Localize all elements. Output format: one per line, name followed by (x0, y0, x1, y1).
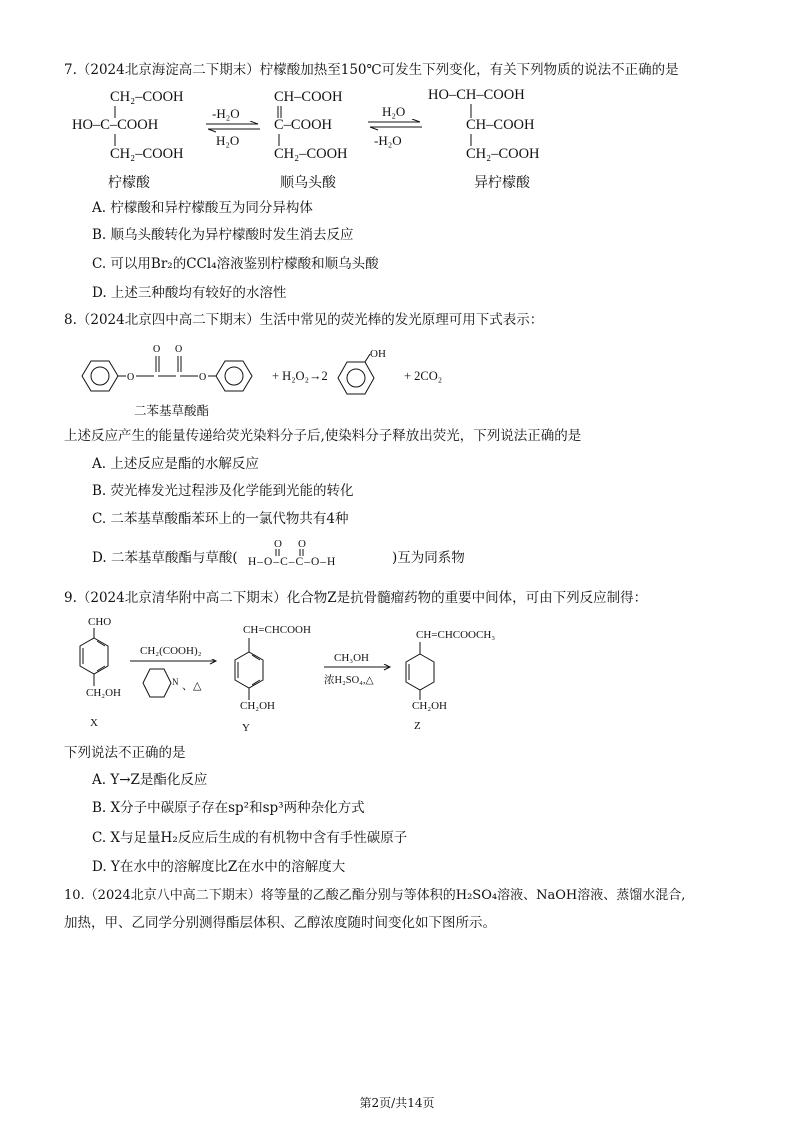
q7-option-c[interactable]: C. 可以用Br₂的CCl₄溶液鉴别柠檬酸和顺乌头酸 (92, 256, 379, 272)
citric-acid-name: 柠檬酸 (108, 175, 150, 191)
q7-option-d[interactable]: D. 上述三种酸均有较好的水溶性 (92, 285, 287, 301)
reagent-methanol: CH₃OH (334, 652, 370, 664)
citric-acid-bot: CH₂–COOH (110, 146, 184, 162)
y-top-label: CH=CHCOOH (243, 624, 311, 636)
oxalic-carbonyl-o-1: O (274, 538, 282, 550)
q8-option-d-prefix: D. 二苯基草酸酯与草酸( (92, 550, 238, 566)
arrow2-bottom-label: -H₂O (374, 133, 402, 148)
phenol-oh-label: OH (370, 348, 386, 360)
q8-option-b[interactable]: B. 荧光棒发光过程涉及化学能到光能的转化 (92, 483, 354, 499)
reagent-malonic-acid: CH₂(COOH)₂ (140, 645, 202, 657)
q8-option-c[interactable]: C. 二苯基草酸酯苯环上的一氯代物共有4种 (92, 511, 349, 527)
isocitric-acid-bonds (468, 102, 474, 148)
q10-stem-line2: 加热，甲、乙同学分别测得酯层体积、乙醇浓度随时间变化如下图所示。 (64, 915, 496, 931)
arrow1-bottom-label: H₂O (216, 133, 240, 148)
isocitric-acid-name: 异柠檬酸 (474, 175, 530, 191)
aconitic-acid-name: 顺乌头酸 (280, 175, 336, 191)
page-footer: 第2页/共14页 (359, 1096, 435, 1110)
arrow1-top-label: -H₂O (212, 106, 240, 121)
isocitric-acid-top: HO–CH–COOH (428, 87, 525, 103)
q9-stem2: 下列说法不正确的是 (64, 745, 186, 761)
y-label: Y (242, 722, 250, 734)
q7-option-a[interactable]: A. 柠檬酸和异柠檬酸互为同分异构体 (92, 200, 313, 216)
q9-option-b[interactable]: B. X分子中碳原子存在sp²和sp³两种杂化方式 (92, 800, 365, 816)
isocitric-acid-mid: CH–COOH (466, 117, 535, 133)
reagent1-condition: 、△ (182, 680, 202, 692)
q9-stem: 9.（2024北京清华附中高二下期末）化合物Z是抗骨髓瘤药物的重要中间体，可由下列反应制得： (64, 590, 648, 606)
ester-o-2: O (199, 372, 207, 383)
q8-stem: 8.（2024北京四中高二下期末）生活中常见的荧光棒的发光原理可用下式表示： (64, 312, 544, 328)
isocitric-acid-bot: CH₂–COOH (466, 146, 540, 162)
q8-option-a[interactable]: A. 上述反应是酯的水解反应 (92, 456, 259, 472)
z-label: Z (414, 720, 421, 732)
oxalic-acid-formula: H–O–C–C–O–H (248, 556, 337, 568)
q8-option-d-suffix: )互为同系物 (392, 550, 465, 566)
x-cho-label: CHO (88, 616, 112, 628)
reaction-co2: + 2CO₂ (404, 369, 443, 383)
aconitic-acid-top: CH–COOH (274, 89, 343, 105)
x-benzene-ring (72, 626, 116, 696)
citric-acid-mid: HO–C–COOH (72, 117, 159, 133)
q7-option-b[interactable]: B. 顺乌头酸转化为异柠檬酸时发生消去反应 (92, 227, 354, 243)
x-label: X (90, 717, 98, 729)
ester-o-1: O (127, 372, 135, 383)
z-ch2oh-label: CH₂OH (412, 700, 448, 712)
y-ch2oh-label: CH₂OH (240, 700, 276, 712)
z-top-label: CH=CHCOOCH₃ (416, 629, 496, 641)
q9-option-d[interactable]: D. Y在水中的溶解度比Z在水中的溶解度大 (92, 859, 346, 875)
citric-acid-bonds (112, 104, 118, 148)
reaction-plus-h2o2: + H₂O₂→2 (272, 369, 328, 383)
aconitic-acid-mid: C–COOH (274, 117, 333, 133)
oxalic-carbonyl-o-2: O (298, 538, 306, 550)
reagent-sulfuric-acid: 浓H₂SO₄,△ (324, 675, 374, 686)
diphenyl-oxalate-structure (70, 340, 270, 404)
q9-option-c[interactable]: C. X与足量H₂反应后生成的有机物中含有手性碳原子 (92, 830, 408, 846)
equilibrium-arrow-1 (204, 121, 262, 133)
x-ch2oh-label: CH₂OH (86, 687, 122, 699)
arrow2-top-label: H₂O (382, 104, 406, 119)
q8-stem2: 上述反应产生的能量传递给荧光染料分子后,使染料分子释放出荧光，下列说法正确的是 (64, 428, 582, 444)
ester-carbonyl-o-1: O (153, 344, 161, 355)
ester-carbonyl-o-2: O (175, 344, 183, 355)
piperidine-n: N (172, 677, 179, 687)
arrow-y-to-z (322, 664, 394, 672)
diphenyl-oxalate-name: 二苯基草酸酯 (134, 403, 210, 418)
aconitic-acid-bot: CH₂–COOH (274, 146, 348, 162)
aconitic-acid-bonds (276, 104, 284, 148)
q9-option-a[interactable]: A. Y→Z是酯化反应 (92, 772, 208, 788)
citric-acid-top: CH₂–COOH (110, 89, 184, 105)
q10-stem-line1: 10.（2024北京八中高二下期末）将等量的乙酸乙酯分别与等体积的H₂SO₄溶液、NaOH溶液、蒸馏水混合, (64, 888, 686, 903)
q7-stem: 7.（2024北京海淀高二下期末）柠檬酸加热至150℃可发生下列变化，有关下列物质的说法不正确的是 (64, 62, 679, 78)
equilibrium-arrow-2 (366, 119, 424, 131)
